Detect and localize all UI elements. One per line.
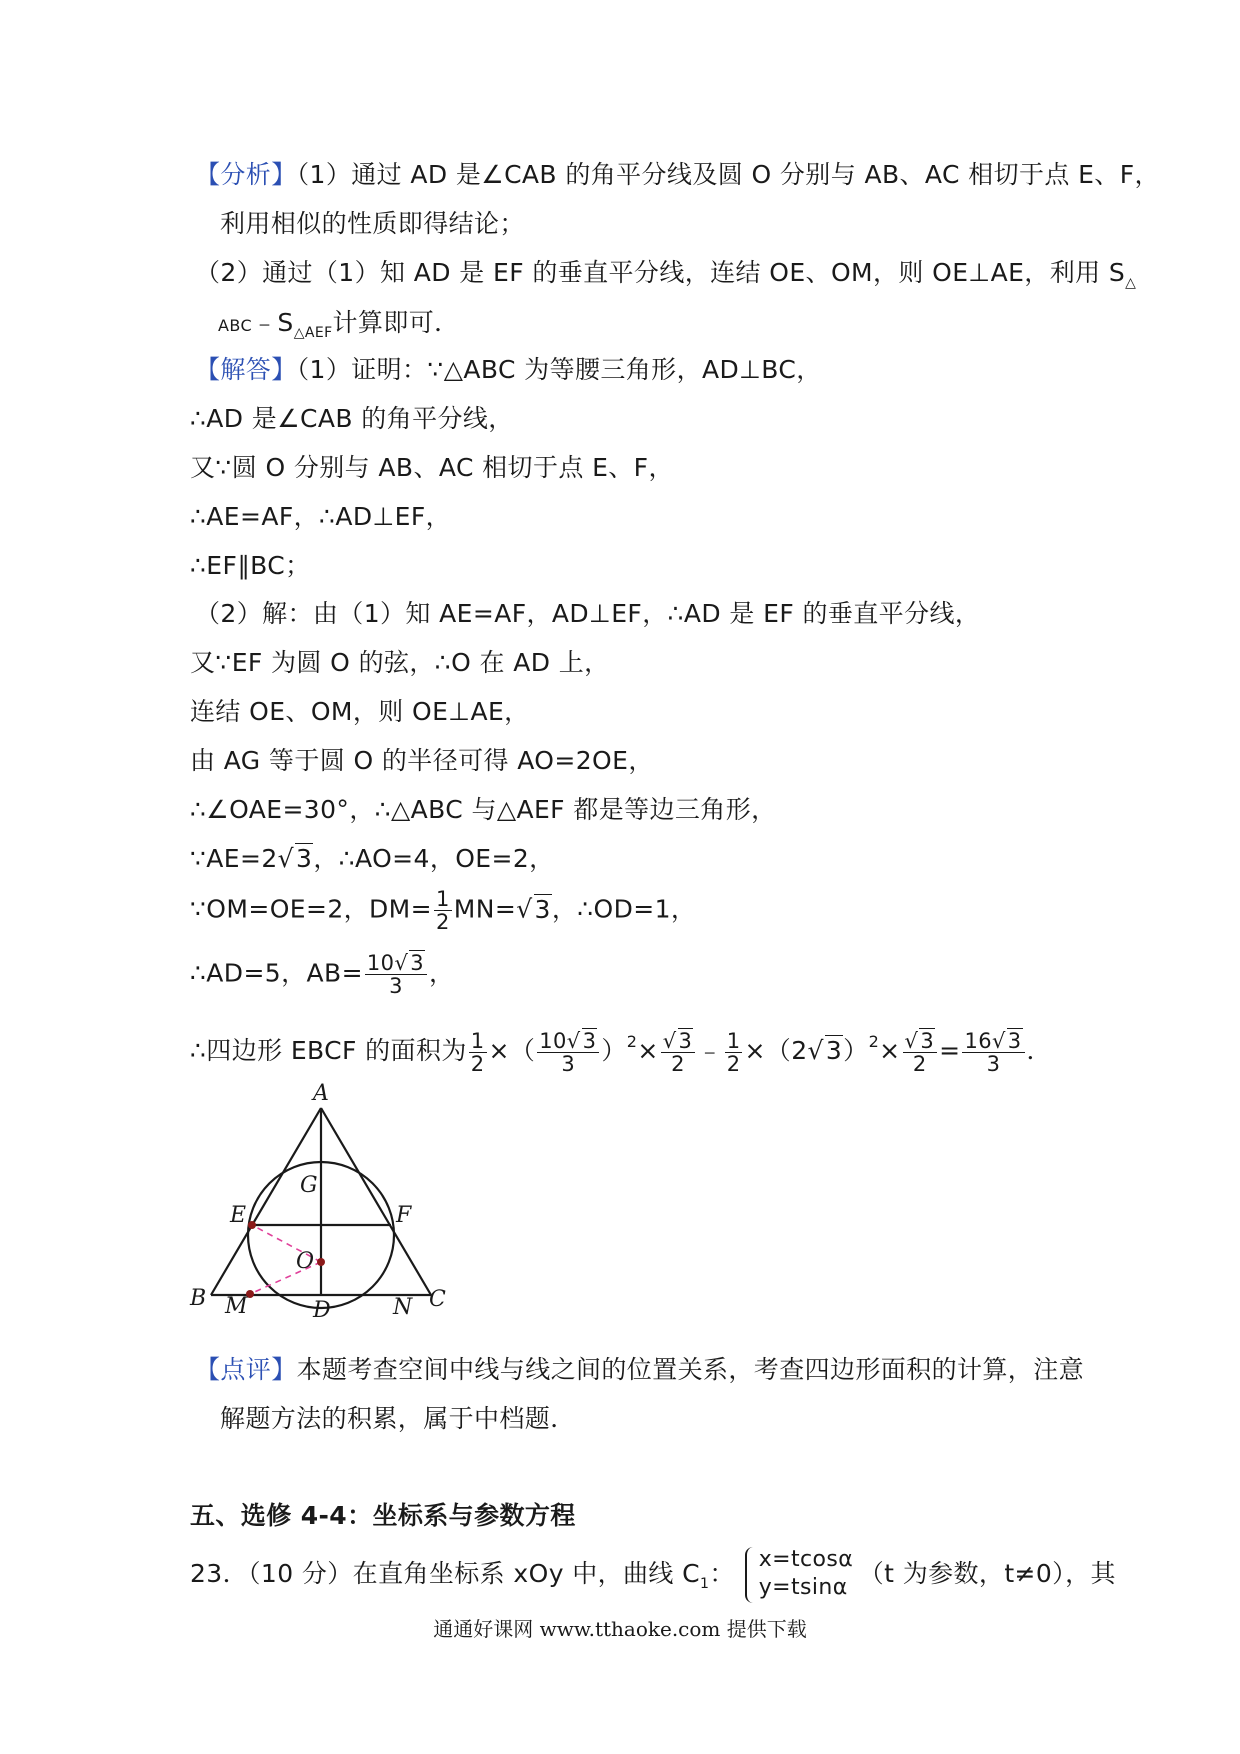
fraction: $\frac{10√3}{3}$ (537, 1030, 599, 1075)
solution-line-3: 又∵圆 O 分别与 AB、AC 相切于点 E、F， (190, 453, 674, 482)
solution-line-2: ∴AD 是∠CAB 的角平分线， (190, 404, 514, 433)
label-d: D (313, 1298, 331, 1323)
solution-line-14: ∴四边形 EBCF 的面积为 $\frac{1}{2}$ ×（ $\frac{10√3}{3}$ ）$^2$× $\frac{√3}{2}$ ﹣ $\frac{1}{2}$ $\times(2√3)^2\times$ $\frac{√3}{2}$ = $\frac{16√3}{3}$ ． (190, 1028, 1052, 1076)
label-b: B (190, 1286, 207, 1311)
analysis-line-4: $ABC﹣S_{\triangle AEF}$计算即可． (218, 308, 460, 341)
label-e: E (230, 1203, 247, 1228)
fraction: $\frac{√3}{2}$ (661, 1030, 696, 1075)
label-o: O (296, 1249, 315, 1274)
solution-line-12: ∵OM=OE=2，DM= $\frac{1}{2}$ MN=√3，∴OD=1， (190, 887, 697, 934)
label-m: M (225, 1294, 248, 1319)
section-title: 五、选修 4-4：坐标系与参数方程 (190, 1501, 576, 1530)
analysis-line-3: （2）通过（1）知 AD 是 EF 的垂直平分线，连结 OE、OM，则 OE⊥AE，利用 $S_\triangle$ (195, 258, 1137, 291)
solution-line-11: ∵AE=2√3，∴AO=4，OE=2， (190, 844, 555, 873)
label-n: N (393, 1295, 413, 1320)
brace-icon (745, 1547, 755, 1603)
review-line-1: 【点评】本题考查空间中线与线之间的位置关系，考查四边形面积的计算，注意 (195, 1355, 1085, 1384)
point-e (248, 1221, 256, 1229)
solution-line-1: 【解答】（1）证明：∵△ABC 为等腰三角形，AD⊥BC， (195, 355, 822, 384)
solution-line-13: ∴AD=5，AB= $\frac{10√3}{3}$ ， (190, 951, 455, 998)
analysis-tag: 【分析】 (195, 160, 297, 189)
solution-line-5: ∴EF∥BC； (190, 551, 311, 580)
fraction: $\frac{16√3}{3}$ (962, 1030, 1024, 1075)
side-ac (321, 1108, 431, 1295)
label-f: F (396, 1203, 412, 1228)
question-23: 23．（10 分）在直角坐标系 xOy 中，曲线 $C_1$： x=tcosα y=tsinα （t 为参数，t≠0），其 (190, 1545, 1116, 1605)
solution-line-6: （2）解：由（1）知 AE=AF，AD⊥EF，∴AD 是 EF 的垂直平分线， (195, 599, 981, 628)
point-o (317, 1258, 325, 1266)
analysis-line-2: 利用相似的性质即得结论； (220, 209, 525, 238)
solution-line-10: ∴∠OAE=30°，∴△ABC 与△AEF 都是等边三角形， (190, 795, 777, 824)
fraction: $\frac{1}{2}$ (436, 887, 450, 934)
label-a: A (313, 1081, 329, 1106)
geometry-figure (180, 1075, 470, 1325)
solution-line-9: 由 AG 等于圆 O 的半径可得 AO=2OE， (190, 746, 654, 775)
label-c: C (429, 1287, 446, 1312)
solution-line-7: 又∵EF 为圆 O 的弦，∴O 在 AD 上， (190, 648, 610, 677)
equation-system: x=tcosα y=tsinα (741, 1545, 853, 1605)
page-footer: 通通好课网 www.tthaoke.com 提供下载 (433, 1617, 807, 1641)
analysis-line-1: 【分析】（1）通过 AD 是∠CAB 的角平分线及圆 O 分别与 AB、AC 相切于点 E、F， (195, 160, 1160, 189)
fraction: $\frac{1}{2}$ (726, 1028, 741, 1076)
solution-tag: 【解答】 (195, 355, 297, 384)
review-line-2: 解题方法的积累，属于中档题． (220, 1404, 576, 1433)
fraction: $\frac{10√3}{3}$ (365, 952, 427, 997)
fraction: $\frac{√3}{2}$ (903, 1030, 938, 1075)
solution-line-8: 连结 OE、OM，则 OE⊥AE， (190, 697, 530, 726)
solution-line-4: ∴AE=AF，∴AD⊥EF， (190, 502, 452, 531)
fraction: $\frac{1}{2}$ (470, 1028, 485, 1076)
label-g: G (300, 1173, 318, 1198)
review-tag: 【点评】 (195, 1355, 297, 1384)
